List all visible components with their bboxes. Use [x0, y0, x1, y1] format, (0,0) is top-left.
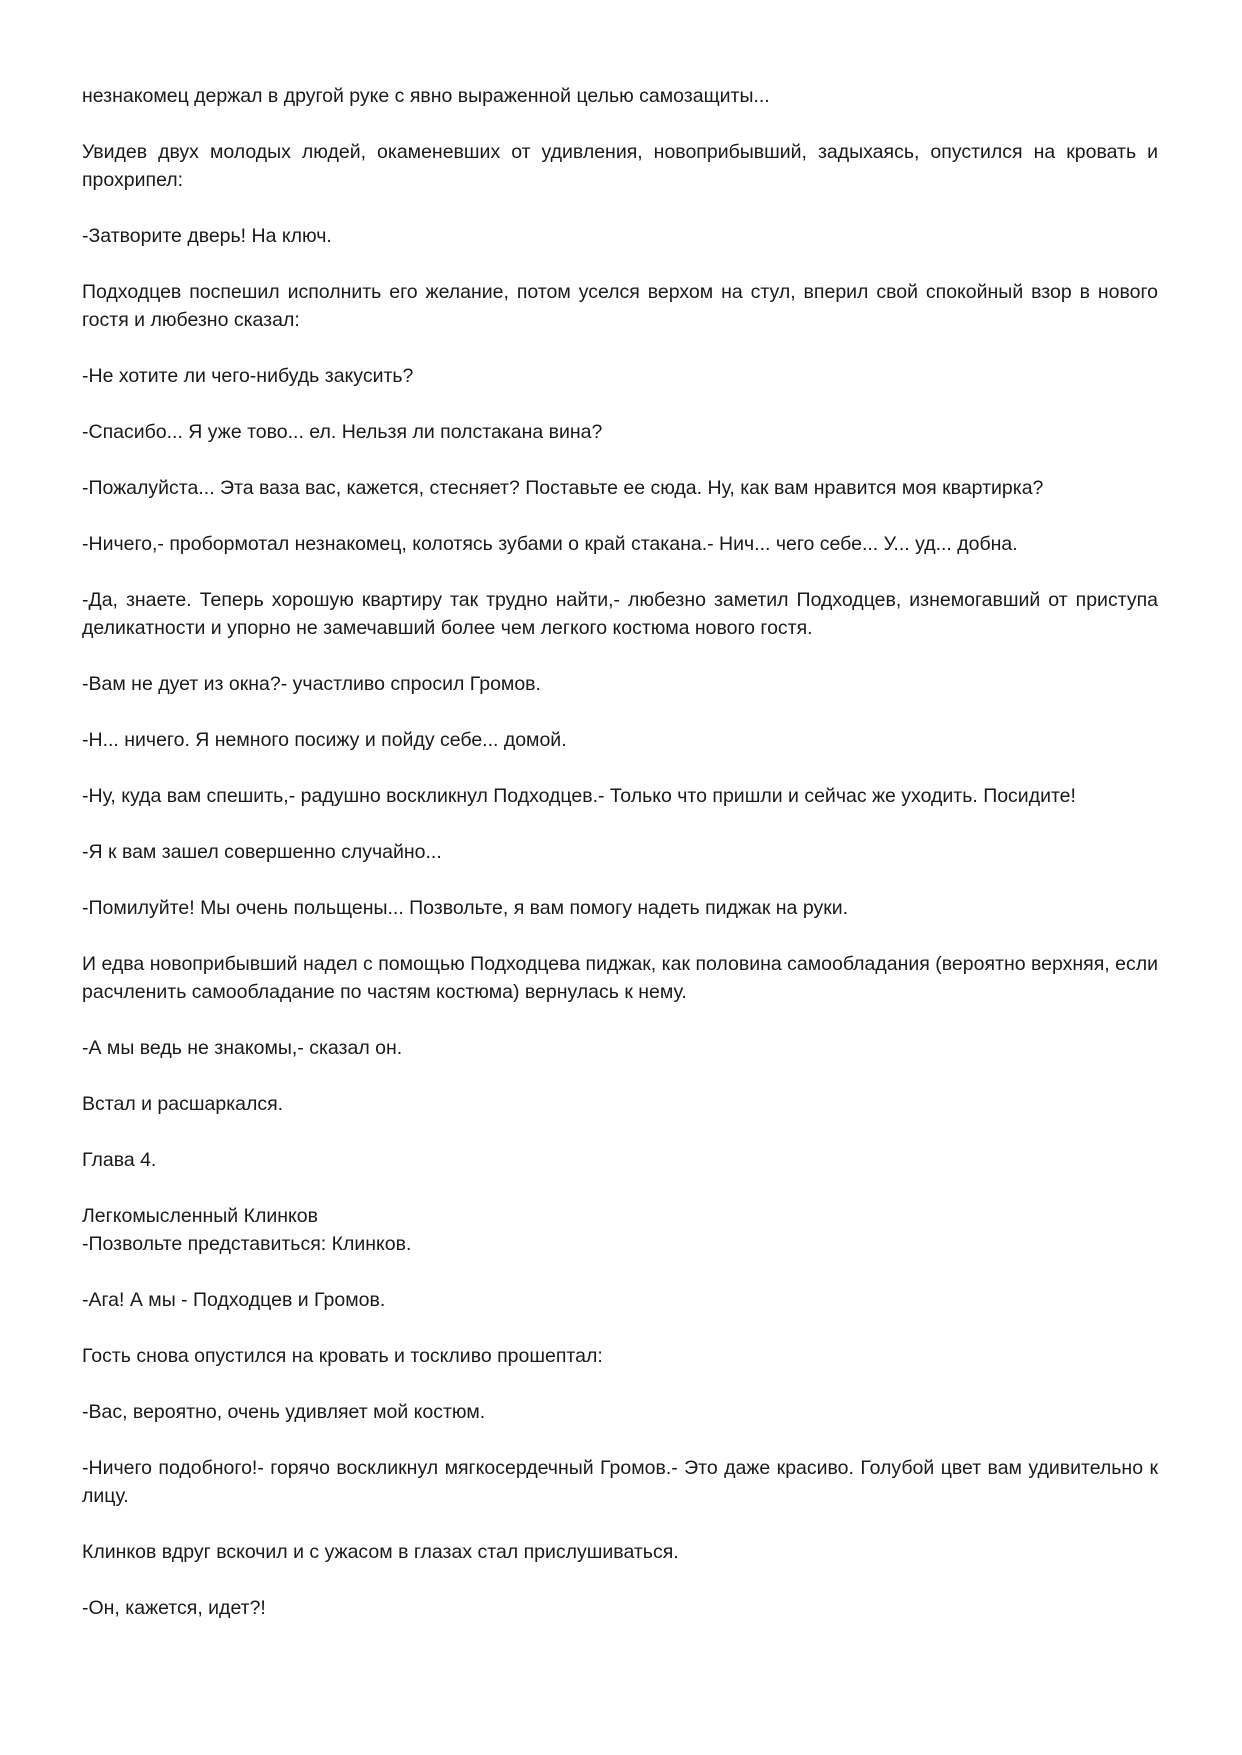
paragraph: -Н... ничего. Я немного посижу и пойду себе... домой.	[82, 729, 567, 751]
paragraph: И едва новоприбывший надел с помощью Подходцева пиджак, как половина самообладания (вероятно верхняя, если расчленить самообладание по частям костюма) вернулась к нему.	[82, 953, 1158, 1003]
paragraph: -Вам не дует из окна?- участливо спросил Громов.	[82, 673, 541, 695]
paragraph: -Вас, вероятно, очень удивляет мой костюм.	[82, 1401, 486, 1423]
paragraph: Увидев двух молодых людей, окаменевших от удивления, новоприбывший, задыхаясь, опустился на кровать и прохрипел:	[82, 141, 1158, 191]
chapter-heading: Глава 4.	[82, 1149, 157, 1171]
paragraph: Гость снова опустился на кровать и тоскливо прошептал:	[82, 1345, 603, 1367]
paragraph: -Пожалуйста... Эта ваза вас, кажется, стесняет? Поставьте ее сюда. Ну, как вам нравится моя квартирка?	[82, 477, 1044, 499]
paragraph: -Он, кажется, идет?!	[82, 1597, 266, 1619]
paragraph: незнакомец держал в другой руке с явно выраженной целью самозащиты...	[82, 85, 770, 107]
paragraph: -Ничего,- пробормотал незнакомец, колотясь зубами о край стакана.- Нич... чего себе... У... уд... добна.	[82, 533, 1018, 555]
chapter-title: Легкомысленный Клинков	[82, 1205, 318, 1227]
paragraph: -Да, знаете. Теперь хорошую квартиру так трудно найти,- любезно заметил Подходцев, изнемогавший от приступа деликатности и упорно не замечавший более чем легкого костюма нового гостя.	[82, 589, 1158, 639]
paragraph: Клинков вдруг вскочил и с ужасом в глазах стал прислушиваться.	[82, 1541, 679, 1563]
paragraph: Встал и расшаркался.	[82, 1093, 284, 1115]
paragraph: -Ну, куда вам спешить,- радушно воскликнул Подходцев.- Только что пришли и сейчас же уходить. Посидите!	[82, 785, 1076, 807]
paragraph: -Ага! А мы - Подходцев и Громов.	[82, 1289, 386, 1311]
paragraph: -Позвольте представиться: Клинков.	[82, 1233, 412, 1255]
paragraph: -Спасибо... Я уже тово... ел. Нельзя ли полстакана вина?	[82, 421, 603, 443]
paragraph: -Ничего подобного!- горячо воскликнул мягкосердечный Громов.- Это даже красиво. Голубой цвет вам удивительно к лицу.	[82, 1457, 1158, 1507]
paragraph: -Не хотите ли чего-нибудь закусить?	[82, 365, 414, 387]
paragraph: -Я к вам зашел совершенно случайно...	[82, 841, 442, 863]
paragraph: -Помилуйте! Мы очень польщены... Позвольте, я вам помогу надеть пиджак на руки.	[82, 897, 849, 919]
paragraph: -А мы ведь не знакомы,- сказал он.	[82, 1037, 403, 1059]
paragraph: -Затворите дверь! На ключ.	[82, 225, 332, 247]
paragraph: Подходцев поспешил исполнить его желание, потом уселся верхом на стул, вперил свой спокойный взор в нового гостя и любезно сказал:	[82, 281, 1158, 331]
